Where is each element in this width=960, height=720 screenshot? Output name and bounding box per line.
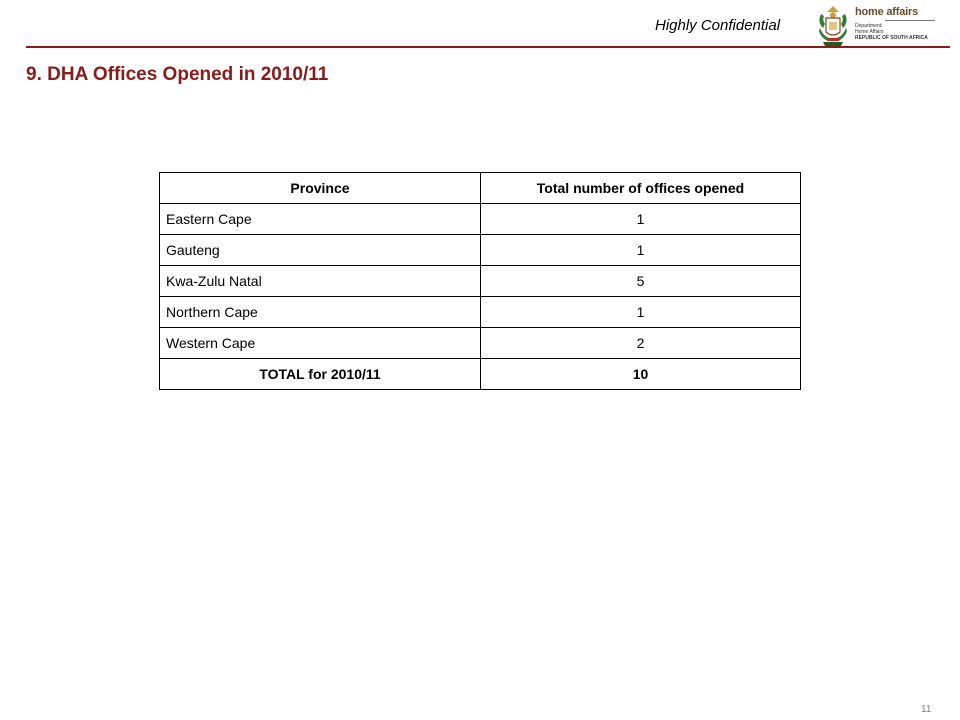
total-count-cell: 10	[481, 359, 801, 390]
offices-table	[159, 172, 801, 390]
confidentiality-label: Highly Confidential	[655, 17, 781, 34]
province-cell: Gauteng	[160, 235, 481, 266]
page-number: 11	[921, 704, 932, 715]
table-row	[160, 235, 801, 266]
count-cell: 2	[481, 328, 801, 359]
coat-of-arms-icon	[815, 4, 851, 48]
logo-home-affairs-line: Home Affairs	[855, 29, 884, 35]
province-cell: Eastern Cape	[160, 204, 481, 235]
logo-department-line: Department:	[855, 23, 883, 29]
table-row	[160, 266, 801, 297]
logo-name: home affairs	[855, 6, 919, 18]
column-header-total: Total number of offices opened	[481, 173, 801, 204]
province-cell: Kwa-Zulu Natal	[160, 266, 481, 297]
table-header-row	[160, 173, 801, 204]
header-divider	[26, 46, 950, 48]
province-cell: Western Cape	[160, 328, 481, 359]
logo-divider	[885, 20, 935, 21]
count-cell: 1	[481, 235, 801, 266]
total-row	[160, 359, 801, 390]
count-cell: 5	[481, 266, 801, 297]
count-cell: 1	[481, 297, 801, 328]
page-title: 9. DHA Offices Opened in 2010/11	[26, 64, 329, 85]
logo-republic-line: REPUBLIC OF SOUTH AFRICA	[855, 35, 928, 41]
column-header-province: Province	[160, 173, 481, 204]
table-row	[160, 328, 801, 359]
table-row	[160, 297, 801, 328]
home-affairs-logo	[855, 6, 937, 44]
total-label-cell: TOTAL for 2010/11	[160, 359, 481, 390]
count-cell: 1	[481, 204, 801, 235]
province-cell: Northern Cape	[160, 297, 481, 328]
table-row	[160, 204, 801, 235]
